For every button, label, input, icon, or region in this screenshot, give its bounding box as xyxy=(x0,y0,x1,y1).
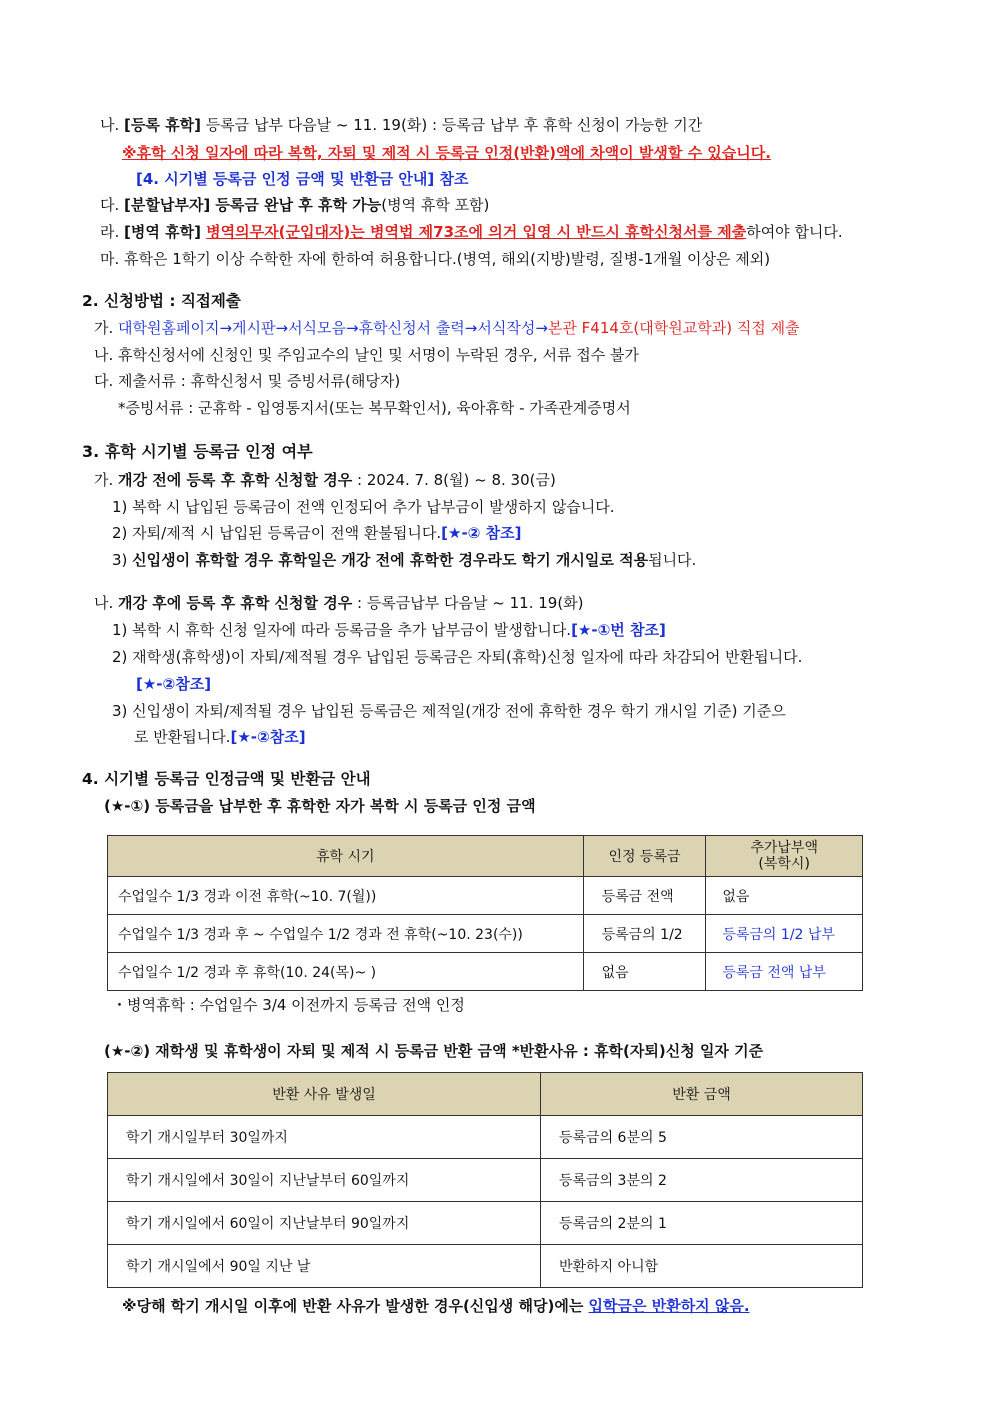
section-3-title: 3. 휴학 시기별 등록금 인정 여부 xyxy=(82,442,313,461)
table-header-row xyxy=(108,836,863,877)
item-na-signature: 나. 휴학신청서에 신청인 및 주임교수의 날인 및 서명이 누락된 경우, 서류 접수 불가 xyxy=(94,346,639,364)
item-da-documents: 다. 제출서류 : 휴학신청서 및 증빙서류(해당자) xyxy=(94,372,401,390)
header-refund-date: 반환 사유 발생일 xyxy=(108,1073,541,1116)
item-ga-before-start: 가. 개강 전에 등록 후 휴학 신청할 경우 : 2024. 7. 8(월) ~ 8. 30(금) xyxy=(94,471,556,489)
header-refund-amount: 반환 금액 xyxy=(541,1073,863,1116)
item-na-2-ref: [★-②참조] xyxy=(136,675,212,693)
item-ma-eligibility: 마. 휴학은 1학기 이상 수학한 자에 한하여 허용합니다.(병역, 해외(지방)발령, 질병-1개월 이상은 제외) xyxy=(100,250,771,268)
header-leave-period: 휴학 시기 xyxy=(108,836,584,877)
table-row: 수업일수 1/3 경과 후 ~ 수업일수 1/2 경과 전 휴학(~10. 23(수)) 등록금의 1/2 등록금의 1/2 납부 xyxy=(108,915,863,953)
table-row: 수업일수 1/2 경과 후 휴학(10. 24(목)~ ) 없음 등록금 전액 납부 xyxy=(108,953,863,991)
header-recognized-tuition: 인정 등록금 xyxy=(583,836,706,877)
table-row: 학기 개시일에서 90일 지난 날 반환하지 아니함 xyxy=(108,1245,863,1288)
table-row: 학기 개시일부터 30일까지 등록금의 6분의 5 xyxy=(108,1116,863,1159)
military-note: ・병역휴학 : 수업일수 3/4 이전까지 등록금 전액 인정 xyxy=(112,996,465,1014)
item-ga-3: 3) 신입생이 휴학할 경우 휴학일은 개강 전에 휴학한 경우라도 학기 개시일로 적용됩니다. xyxy=(112,551,697,569)
item-ra-military: 라. [병역 휴학] 병역의무자(군입대자)는 병역법 제73조에 의거 입영 시 반드시 휴학신청서를 제출하여야 합니다. xyxy=(100,223,843,241)
item-ga-procedure: 가. 대학원홈페이지→게시판→서식모음→휴학신청서 출력→서식작성→본관 F414호(대학원교학과) 직접 제출 xyxy=(94,319,800,337)
table-row: 수업일수 1/3 경과 이전 휴학(~10. 7(월)) 등록금 전액 없음 xyxy=(108,877,863,915)
table-header-row xyxy=(108,1073,863,1116)
warning-text: ※휴학 신청 일자에 따라 복학, 자퇴 및 제적 시 등록금 인정(반환)액에 차액이 발생할 수 있습니다. xyxy=(122,144,771,162)
section-4-title: 4. 시기별 등록금 인정금액 및 반환금 안내 xyxy=(82,770,371,788)
evidence-note: *증빙서류 : 군휴학 - 입영통지서(또는 복무확인서), 육아휴학 - 가족관계증명서 xyxy=(118,399,631,417)
item-na-2: 2) 재학생(휴학생)이 자퇴/제적될 경우 납입된 등록금은 자퇴(휴학)신청 일자에 따라 차감되어 반환됩니다. xyxy=(112,648,803,666)
table-row: 학기 개시일에서 60일이 지난날부터 90일까지 등록금의 2분의 1 xyxy=(108,1202,863,1245)
item-na-registered-leave: 나. [등록 휴학] 등록금 납부 다음날 ~ 11. 19(화) : 등록금 납부 후 휴학 신청이 가능한 기간 xyxy=(100,116,703,134)
refund-table xyxy=(107,1072,863,1288)
header-additional-payment: 추가납부액 (복학시) xyxy=(706,836,863,877)
item-na-1: 1) 복학 시 휴학 신청 일자에 따라 등록금을 추가 납부금이 발생합니다.[★-①번 참조] xyxy=(112,621,666,639)
item-da-installment: 다. [분할납부자] 등록금 완납 후 휴학 가능(병역 휴학 포함) xyxy=(100,196,490,214)
item-na-3: 3) 신입생이 자퇴/제적될 경우 납입된 등록금은 제적일(개강 전에 휴학한 경우 학기 개시일 기준) 기준으 xyxy=(112,702,786,720)
table-row: 학기 개시일에서 30일이 지난날부터 60일까지 등록금의 3분의 2 xyxy=(108,1159,863,1202)
final-notice: ※당해 학기 개시일 이후에 반환 사유가 발생한 경우(신입생 해당)에는 입학금은 반환하지 않음. xyxy=(122,1297,750,1315)
reference-note: [4. 시기별 등록금 인정 금액 및 반환금 안내] 참조 xyxy=(136,170,469,188)
section-2-title: 2. 신청방법 : 직접제출 xyxy=(82,292,241,310)
tuition-recognition-table xyxy=(107,835,863,991)
item-ga-1: 1) 복학 시 납입된 등록금이 전액 인정되어 추가 납부금이 발생하지 않습니다. xyxy=(112,498,615,516)
item-na-after-start: 나. 개강 후에 등록 후 휴학 신청할 경우 : 등록금납부 다음날 ~ 11. 19(화) xyxy=(94,594,584,612)
subsection-1-title: (★-①) 등록금을 납부한 후 휴학한 자가 복학 시 등록금 인정 금액 xyxy=(104,797,536,815)
item-na-3-cont: 로 반환됩니다.[★-②참조] xyxy=(134,728,306,746)
subsection-2-title: (★-②) 재학생 및 휴학생이 자퇴 및 제적 시 등록금 반환 금액 *반환사유 : 휴학(자퇴)신청 일자 기준 xyxy=(104,1042,764,1060)
item-ga-2: 2) 자퇴/제적 시 납입된 등록금이 전액 환불됩니다.[★-② 참조] xyxy=(112,524,522,542)
